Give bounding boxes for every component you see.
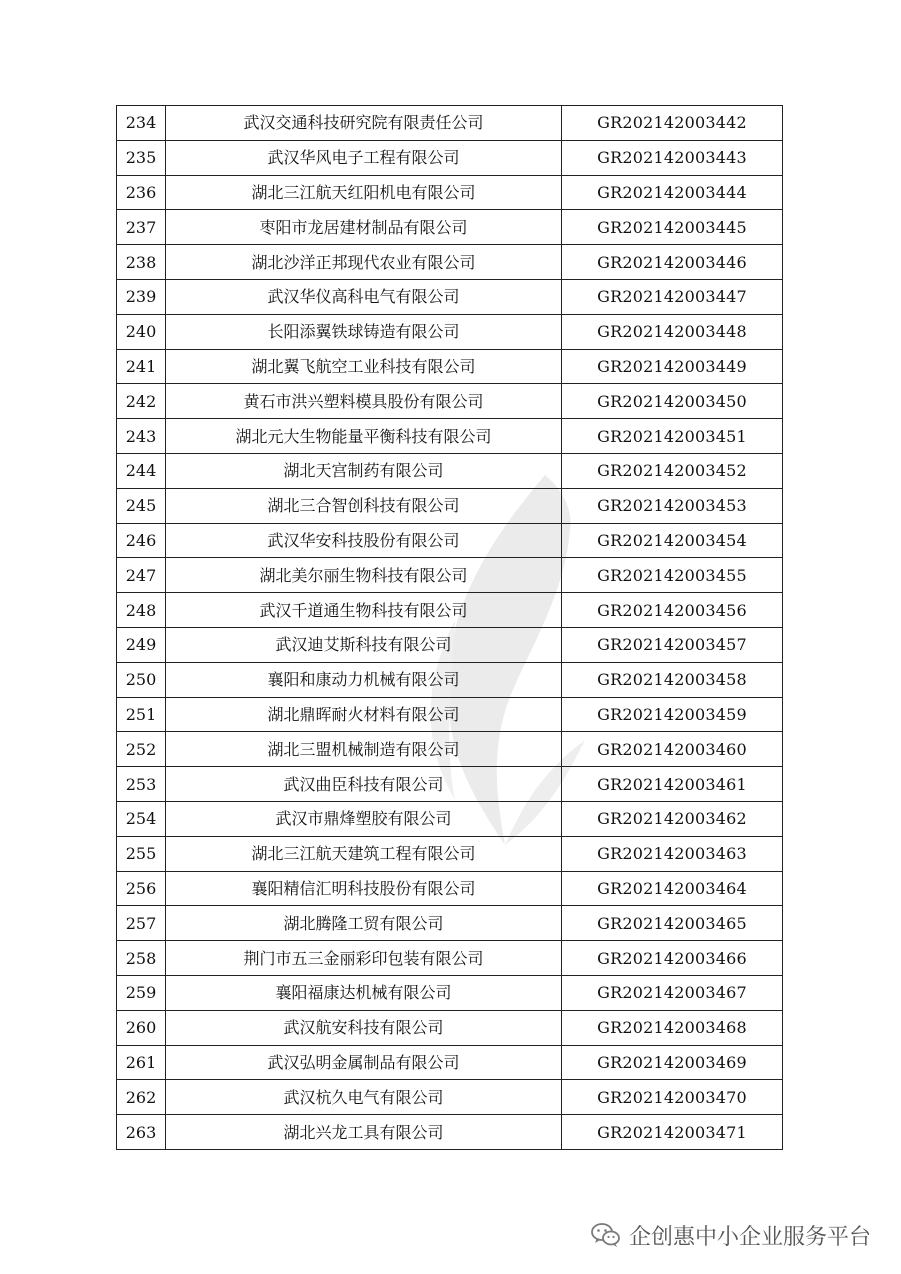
certificate-number-cell: GR202142003444: [562, 175, 783, 210]
row-number-cell: 254: [117, 801, 166, 836]
company-name-cell: 湖北腾隆工贸有限公司: [166, 906, 562, 941]
table-row: [117, 627, 783, 662]
certificate-number-cell: GR202142003456: [562, 593, 783, 628]
table-row: [117, 349, 783, 384]
table-row: [117, 801, 783, 836]
table-row: [117, 662, 783, 697]
certificate-number-cell: GR202142003451: [562, 419, 783, 454]
company-name-cell: 黄石市洪兴塑料模具股份有限公司: [166, 384, 562, 419]
table-row: [117, 1080, 783, 1115]
certificate-number-cell: GR202142003454: [562, 523, 783, 558]
table-row: [117, 906, 783, 941]
company-name-cell: 武汉华安科技股份有限公司: [166, 523, 562, 558]
certificate-number-cell: GR202142003452: [562, 453, 783, 488]
company-name-cell: 枣阳市龙居建材制品有限公司: [166, 210, 562, 245]
company-name-cell: 长阳添翼铁球铸造有限公司: [166, 314, 562, 349]
company-name-cell: 湖北三江航天建筑工程有限公司: [166, 836, 562, 871]
company-name-cell: 襄阳精信汇明科技股份有限公司: [166, 871, 562, 906]
row-number-cell: 257: [117, 906, 166, 941]
table-row: [117, 732, 783, 767]
row-number-cell: 242: [117, 384, 166, 419]
enterprise-certificate-table: [116, 105, 783, 1150]
row-number-cell: 234: [117, 106, 166, 141]
row-number-cell: 238: [117, 245, 166, 280]
table-row: [117, 523, 783, 558]
table-row: [117, 279, 783, 314]
certificate-number-cell: GR202142003462: [562, 801, 783, 836]
table-row: [117, 314, 783, 349]
row-number-cell: 252: [117, 732, 166, 767]
certificate-number-cell: GR202142003460: [562, 732, 783, 767]
row-number-cell: 260: [117, 1010, 166, 1045]
company-name-cell: 武汉华风电子工程有限公司: [166, 140, 562, 175]
certificate-number-cell: GR202142003443: [562, 140, 783, 175]
certificate-number-cell: GR202142003459: [562, 697, 783, 732]
company-name-cell: 湖北三合智创科技有限公司: [166, 488, 562, 523]
company-name-cell: 武汉市鼎烽塑胶有限公司: [166, 801, 562, 836]
wechat-icon: [591, 1222, 621, 1248]
table-row: [117, 558, 783, 593]
table-row: [117, 941, 783, 976]
table-row: [117, 140, 783, 175]
company-name-cell: 湖北三江航天红阳机电有限公司: [166, 175, 562, 210]
row-number-cell: 241: [117, 349, 166, 384]
company-name-cell: 武汉迪艾斯科技有限公司: [166, 627, 562, 662]
certificate-number-cell: GR202142003471: [562, 1115, 783, 1150]
table-row: [117, 593, 783, 628]
company-name-cell: 武汉华仪高科电气有限公司: [166, 279, 562, 314]
table-row: [117, 836, 783, 871]
row-number-cell: 247: [117, 558, 166, 593]
company-name-cell: 湖北天宫制药有限公司: [166, 453, 562, 488]
table-row: [117, 767, 783, 802]
company-name-cell: 武汉杭久电气有限公司: [166, 1080, 562, 1115]
table-row: [117, 245, 783, 280]
company-name-cell: 湖北元大生物能量平衡科技有限公司: [166, 419, 562, 454]
certificate-number-cell: GR202142003463: [562, 836, 783, 871]
table-row: [117, 419, 783, 454]
table-row: [117, 488, 783, 523]
company-name-cell: 湖北翼飞航空工业科技有限公司: [166, 349, 562, 384]
row-number-cell: 262: [117, 1080, 166, 1115]
certificate-number-cell: GR202142003442: [562, 106, 783, 141]
company-name-cell: 襄阳和康动力机械有限公司: [166, 662, 562, 697]
certificate-number-cell: GR202142003455: [562, 558, 783, 593]
certificate-number-cell: GR202142003445: [562, 210, 783, 245]
company-name-cell: 武汉千道通生物科技有限公司: [166, 593, 562, 628]
row-number-cell: 259: [117, 975, 166, 1010]
company-name-cell: 湖北兴龙工具有限公司: [166, 1115, 562, 1150]
company-name-cell: 武汉弘明金属制品有限公司: [166, 1045, 562, 1080]
table-row: [117, 1010, 783, 1045]
company-name-cell: 武汉曲臣科技有限公司: [166, 767, 562, 802]
company-name-cell: 武汉交通科技研究院有限责任公司: [166, 106, 562, 141]
platform-name: 企创惠中小企业服务平台: [628, 1224, 871, 1250]
company-name-cell: 湖北美尔丽生物科技有限公司: [166, 558, 562, 593]
certificate-number-cell: GR202142003450: [562, 384, 783, 419]
certificate-number-cell: GR202142003453: [562, 488, 783, 523]
table-body: [117, 106, 783, 1150]
row-number-cell: 246: [117, 523, 166, 558]
table-row: [117, 975, 783, 1010]
row-number-cell: 255: [117, 836, 166, 871]
certificate-number-cell: GR202142003447: [562, 279, 783, 314]
row-number-cell: 251: [117, 697, 166, 732]
table-row: [117, 175, 783, 210]
row-number-cell: 263: [117, 1115, 166, 1150]
certificate-number-cell: GR202142003448: [562, 314, 783, 349]
certificate-number-cell: GR202142003465: [562, 906, 783, 941]
company-name-cell: 湖北鼎晖耐火材料有限公司: [166, 697, 562, 732]
row-number-cell: 243: [117, 419, 166, 454]
row-number-cell: 236: [117, 175, 166, 210]
certificate-number-cell: GR202142003461: [562, 767, 783, 802]
row-number-cell: 256: [117, 871, 166, 906]
certificate-number-cell: GR202142003469: [562, 1045, 783, 1080]
table-row: [117, 1115, 783, 1150]
table-row: [117, 453, 783, 488]
row-number-cell: 253: [117, 767, 166, 802]
certificate-number-cell: GR202142003466: [562, 941, 783, 976]
row-number-cell: 240: [117, 314, 166, 349]
table-row: [117, 210, 783, 245]
row-number-cell: 244: [117, 453, 166, 488]
row-number-cell: 239: [117, 279, 166, 314]
row-number-cell: 249: [117, 627, 166, 662]
row-number-cell: 258: [117, 941, 166, 976]
certificate-number-cell: GR202142003467: [562, 975, 783, 1010]
certificate-number-cell: GR202142003449: [562, 349, 783, 384]
certificate-number-cell: GR202142003470: [562, 1080, 783, 1115]
footer-brand: [591, 1218, 871, 1252]
table-row: [117, 106, 783, 141]
row-number-cell: 250: [117, 662, 166, 697]
row-number-cell: 237: [117, 210, 166, 245]
company-name-cell: 湖北三盟机械制造有限公司: [166, 732, 562, 767]
table-row: [117, 1045, 783, 1080]
row-number-cell: 248: [117, 593, 166, 628]
row-number-cell: 235: [117, 140, 166, 175]
certificate-number-cell: GR202142003458: [562, 662, 783, 697]
company-name-cell: 襄阳福康达机械有限公司: [166, 975, 562, 1010]
table-row: [117, 384, 783, 419]
certificate-number-cell: GR202142003446: [562, 245, 783, 280]
row-number-cell: 261: [117, 1045, 166, 1080]
company-name-cell: 武汉航安科技有限公司: [166, 1010, 562, 1045]
company-name-cell: 湖北沙洋正邦现代农业有限公司: [166, 245, 562, 280]
certificate-number-cell: GR202142003464: [562, 871, 783, 906]
row-number-cell: 245: [117, 488, 166, 523]
table-row: [117, 871, 783, 906]
certificate-number-cell: GR202142003468: [562, 1010, 783, 1045]
certificate-number-cell: GR202142003457: [562, 627, 783, 662]
company-name-cell: 荆门市五三金丽彩印包装有限公司: [166, 941, 562, 976]
table-row: [117, 697, 783, 732]
